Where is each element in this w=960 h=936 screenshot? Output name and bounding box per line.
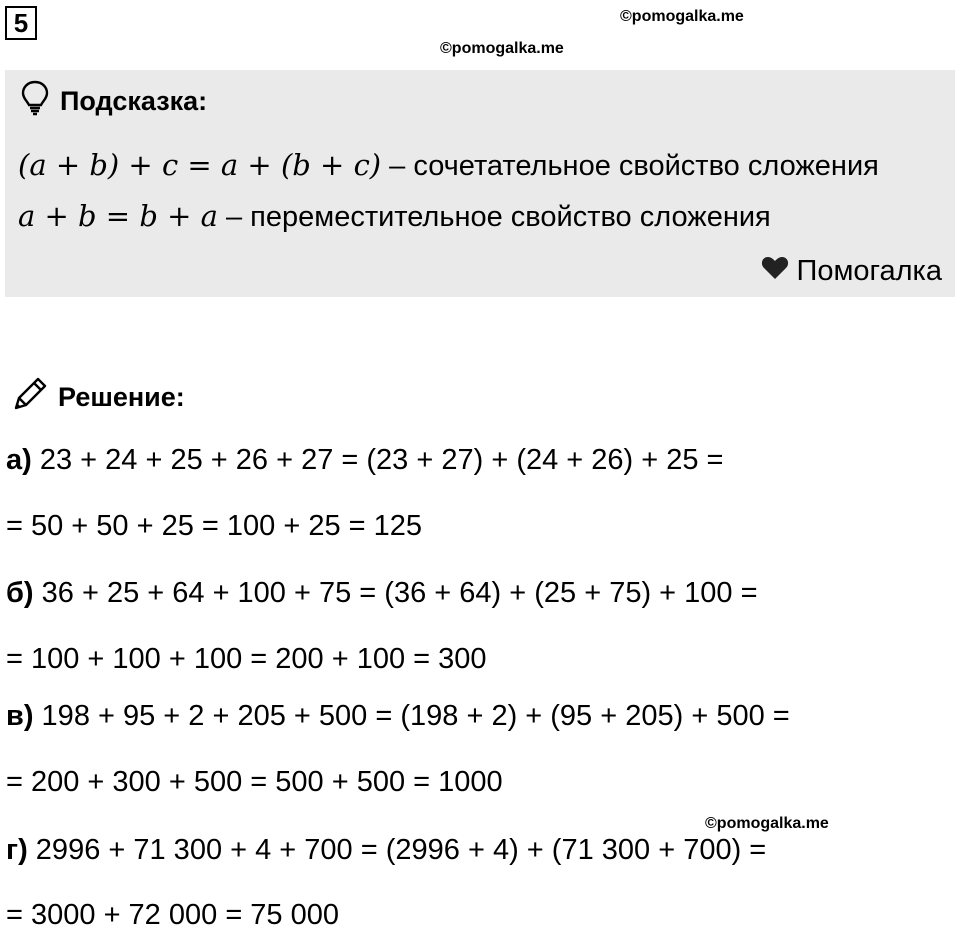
item-label: а) (6, 444, 32, 476)
item-text: 36 + 25 + 64 + 100 + 75 = (36 + 64) + (25 + 75) + 100 = (33, 577, 758, 609)
item-text: 198 + 95 + 2 + 205 + 500 = (198 + 2) + (95 + 205) + 500 = (33, 700, 790, 732)
heart-icon (761, 255, 789, 288)
item-label: в) (6, 700, 34, 732)
solution-row (6, 700, 790, 733)
item-text: = 200 + 300 + 500 = 500 + 500 = 1000 (6, 766, 503, 798)
pencil-icon (10, 374, 50, 421)
solution-row (6, 510, 422, 543)
item-text: 2996 + 71 300 + 4 + 700 = (2996 + 4) + (71 300 + 700) = (27, 834, 767, 866)
hint-formula-associative: (a + b) + c = a + (b + c) (18, 148, 382, 182)
brand-name: Помогалка (796, 255, 942, 287)
hint-text-commutative: – переместительное свойство сложения (217, 201, 771, 233)
hint-formula-commutative: a + b = b + a (18, 199, 218, 233)
item-text: = 3000 + 72 000 = 75 000 (6, 899, 340, 931)
brand-signature (761, 255, 942, 288)
solution-row (6, 834, 766, 867)
item-text: = 100 + 100 + 100 = 200 + 100 = 300 (6, 643, 487, 675)
task-number: 5 (5, 6, 37, 40)
item-text: = 50 + 50 + 25 = 100 + 25 = 125 (6, 510, 423, 542)
solution-header (10, 374, 185, 421)
solution-row (6, 766, 503, 799)
hint-rule-associative (18, 148, 879, 183)
solution-row (6, 577, 758, 610)
lightbulb-icon (20, 80, 50, 123)
solution-row (6, 643, 487, 676)
solution-row (6, 899, 339, 932)
hint-text-associative: – сочетательное свойство сложения (381, 150, 879, 182)
watermark-top-center: ©pomogalka.me (440, 40, 564, 57)
hint-header (20, 80, 207, 123)
watermark-bottom: ©pomogalka.me (705, 815, 829, 832)
solution-title: Решение: (58, 382, 185, 412)
hint-rule-commutative (18, 199, 771, 234)
watermark-top-right: ©pomogalka.me (620, 8, 744, 25)
hint-title: Подсказка: (60, 86, 208, 116)
solution-row (6, 444, 724, 477)
item-text: 23 + 24 + 25 + 26 + 27 = (23 + 27) + (24 + 26) + 25 = (31, 444, 724, 476)
item-label: г) (6, 834, 28, 866)
item-label: б) (6, 577, 34, 609)
